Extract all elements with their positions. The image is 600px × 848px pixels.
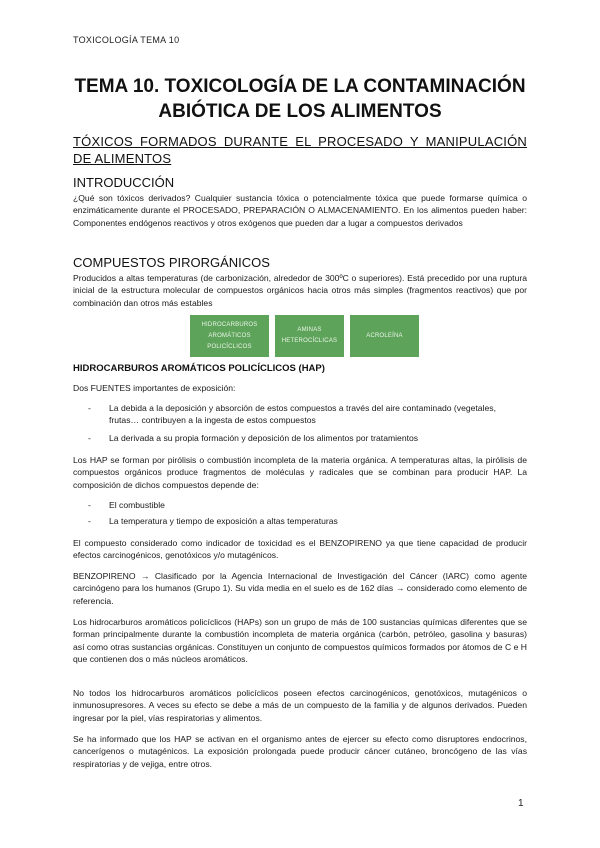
benzopireno-paragraph: BENZOPIRENO → Clasificado por la Agencia Internacional de Investigación del Cáncer (IARC) como agente carcinógeno para los humanos (Grupo 1). Su vida media en el suelo es de 162 días → considerado como elemento de referencia. [73,571,527,606]
pirorganicos-heading: COMPUESTOS PIRORGÁNICOS [73,255,270,270]
bullet-dash: - [88,403,91,413]
page-title: TEMA 10. TOXICOLOGÍA DE LA CONTAMINACIÓN ABIÓTICA DE LOS ALIMENTOS [74,76,526,122]
list-item [88,402,527,427]
formation-paragraph: Los HAP se forman por pirólisis o combustión incompleta de la materia orgánica. A temperaturas altas, la pirólisis de compuestos orgánicos produce fragmentos de moléculas y radicales que se combinan para producir HAP. La composición de dichos compuestos depende de: [73,455,527,490]
group-paragraph: Los hidrocarburos aromáticos policíclicos (HAPs) son un grupo de más de 100 sustancias químicas diferentes que se forman principalmente durante la combustión incompleta de materia orgánica (carbón, petróleo, gasolina y basuras) así como otras sustancias orgánicas. Constituyen un conjunto de compuestos químicos formados por átomos de C e H que contienen dos o más núcleos aromáticos. [73,617,527,665]
sources-intro: Dos FUENTES importantes de exposición: [73,383,236,393]
list-item [88,515,527,527]
list-item-text: La debida a la deposición y absorción de estos compuestos a través del aire contaminado (vegetales, frutas… contribuyen a la ingesta de estos compuestos [109,403,496,426]
indicator-paragraph: El compuesto considerado como indicador de toxicidad es el BENZOPIRENO ya que tiene capacidad de producir efectos carcinogénicos, genotóxicos y/o mutagénicos. [73,538,527,561]
list-item-text: La temperatura y tiempo de exposición a altas temperaturas [109,516,338,526]
section-heading: TÓXICOS FORMADOS DURANTE EL PROCESADO Y MANIPULACIÓN DE ALIMENTOS [73,134,527,166]
box-acroleina [350,315,419,357]
box-hidrocarburos [190,315,269,357]
list-item-text: El combustible [109,500,165,510]
effects-paragraph: No todos los hidrocarburos aromáticos policíclicos poseen efectos carcinogénicos, genotóxicos, mutagénicos o inmunosupresores. A veces su efecto se debe a más de un compuesto de la familia y de algunos derivados. Pueden ingresar por la piel, vías respiratorias y alimentos. [73,688,527,723]
activation-paragraph: Se ha informado que los HAP se activan en el organismo antes de ejercer su efecto como disruptores endocrinos, cancerígenos o mutagénicos. La exposición prolongada puede producir cáncer cutáneo, broncógeno de las vías respiratorias y de vejiga, entre otros. [73,734,527,769]
intro-paragraph: ¿Qué son tóxicos derivados? Cualquier sustancia tóxica o potencialmente tóxica que puede formarse química o enzimáticamente durante el PROCESADO, PREPARACIÓN O ALMACENAMIENTO. En los alimentos pueden haber: Componentes endógenos reactivos y otros exógenos que pueden dar a lugar a compuestos derivados [73,193,527,228]
bullet-dash: - [88,500,91,510]
bullet-dash: - [88,433,91,443]
intro-heading: INTRODUCCIÓN [73,175,175,190]
box-aminas [275,315,344,357]
box-hidrocarburos-label: HIDROCARBUROS AROMÁTICOS POLICÍCLICOS [201,321,258,350]
pirorganicos-paragraph: Producidos a altas temperaturas (de carbonización, alrededor de 300ºC o superiores). Está precedido por una ruptura inicial de la estructura molecular de compuestos orgánicos hacia otros más simples (fragmentos reactivos) que por combinación dan otros más estables [73,273,527,308]
box-acroleina-label: ACROLEÍNA [366,332,403,339]
page-number: 1 [518,798,524,809]
list-item-text: La derivada a su propia formación y deposición de los alimentos por tratamientos [109,433,419,443]
running-header: TOXICOLOGÍA TEMA 10 [73,35,180,45]
bullet-dash: - [88,516,91,526]
box-aminas-label: AMINAS HETEROCÍCLICAS [281,327,338,344]
list-item [88,499,527,511]
hap-heading: HIDROCARBUROS AROMÁTICOS POLICÍCLICOS (HAP) [73,363,325,374]
list-item [88,432,527,444]
